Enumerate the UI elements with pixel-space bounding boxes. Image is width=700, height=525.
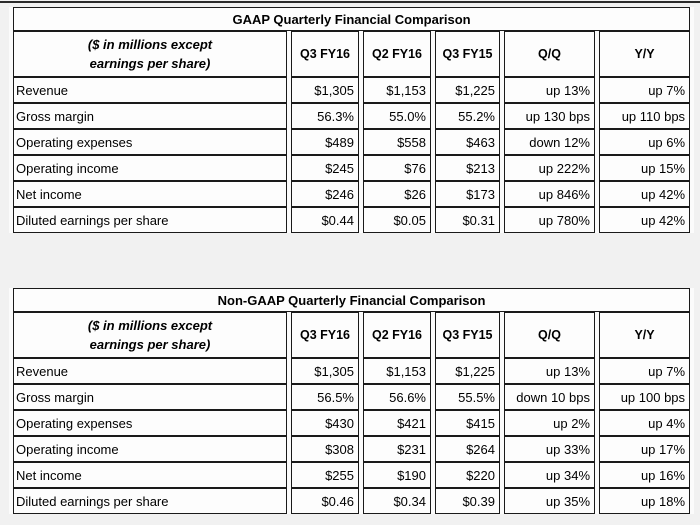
cell-yy: up 42%	[599, 207, 690, 233]
row-label: Diluted earnings per share	[13, 207, 287, 233]
cell-q2fy16: $26	[363, 181, 431, 207]
table-row	[13, 358, 690, 384]
column-header-qq: Q/Q	[504, 312, 595, 358]
units-note-line2: earnings per share)	[89, 337, 211, 352]
table-row	[13, 77, 690, 103]
row-label: Gross margin	[13, 103, 287, 129]
column-header-q2fy16: Q2 FY16	[363, 31, 431, 77]
cell-q3fy15: $264	[435, 436, 500, 462]
column-header-yy: Y/Y	[599, 312, 690, 358]
cell-yy: up 110 bps	[599, 103, 690, 129]
cell-q3fy16: $1,305	[291, 358, 359, 384]
cell-q3fy15: $173	[435, 181, 500, 207]
cell-qq: up 34%	[504, 462, 595, 488]
cell-q3fy15: $415	[435, 410, 500, 436]
cell-qq: up 222%	[504, 155, 595, 181]
row-label: Net income	[13, 181, 287, 207]
cell-q3fy16: $245	[291, 155, 359, 181]
table-row	[13, 462, 690, 488]
financial-tables-container	[9, 7, 694, 514]
column-header-q3fy16: Q3 FY16	[291, 31, 359, 77]
cell-q3fy15: $213	[435, 155, 500, 181]
cell-yy: up 18%	[599, 488, 690, 514]
cell-q2fy16: $421	[363, 410, 431, 436]
row-label: Diluted earnings per share	[13, 488, 287, 514]
row-label: Net income	[13, 462, 287, 488]
column-header-q3fy15: Q3 FY15	[435, 31, 500, 77]
row-label: Revenue	[13, 358, 287, 384]
top-divider-rule	[0, 1, 700, 3]
cell-q2fy16: $1,153	[363, 358, 431, 384]
row-label: Gross margin	[13, 384, 287, 410]
cell-qq: up 130 bps	[504, 103, 595, 129]
cell-qq: up 33%	[504, 436, 595, 462]
cell-q3fy15: $463	[435, 129, 500, 155]
cell-q3fy16: $0.44	[291, 207, 359, 233]
table-row	[13, 103, 690, 129]
cell-q3fy16: $0.46	[291, 488, 359, 514]
cell-q2fy16: $0.05	[363, 207, 431, 233]
cell-q3fy16: $308	[291, 436, 359, 462]
column-header-yy: Y/Y	[599, 31, 690, 77]
cell-q3fy16: $255	[291, 462, 359, 488]
table-title-row	[13, 7, 690, 31]
cell-q3fy15: $220	[435, 462, 500, 488]
cell-q2fy16: $1,153	[363, 77, 431, 103]
column-header-q2fy16: Q2 FY16	[363, 312, 431, 358]
cell-qq: up 13%	[504, 77, 595, 103]
cell-q2fy16: 55.0%	[363, 103, 431, 129]
cell-q3fy15: $0.31	[435, 207, 500, 233]
units-note-line1: ($ in millions except	[87, 37, 213, 52]
cell-yy: up 6%	[599, 129, 690, 155]
cell-qq: up 13%	[504, 358, 595, 384]
cell-q3fy16: $246	[291, 181, 359, 207]
column-header-q3fy15: Q3 FY15	[435, 312, 500, 358]
table-title: Non-GAAP Quarterly Financial Comparison	[13, 288, 690, 312]
cell-q2fy16: $190	[363, 462, 431, 488]
table-row	[13, 488, 690, 514]
cell-yy: up 42%	[599, 181, 690, 207]
cell-q2fy16: $558	[363, 129, 431, 155]
column-header-q3fy16: Q3 FY16	[291, 312, 359, 358]
cell-qq: up 780%	[504, 207, 595, 233]
non-gaap-quarterly-table	[9, 288, 694, 514]
table-title: GAAP Quarterly Financial Comparison	[13, 7, 690, 31]
cell-q3fy15: $1,225	[435, 358, 500, 384]
cell-q2fy16: 56.6%	[363, 384, 431, 410]
cell-yy: up 7%	[599, 77, 690, 103]
units-note-line2: earnings per share)	[89, 56, 211, 71]
cell-q3fy16: 56.3%	[291, 103, 359, 129]
cell-q3fy16: 56.5%	[291, 384, 359, 410]
cell-q3fy15: $1,225	[435, 77, 500, 103]
row-label: Operating expenses	[13, 410, 287, 436]
cell-yy: up 4%	[599, 410, 690, 436]
cell-yy: up 17%	[599, 436, 690, 462]
units-note	[13, 312, 287, 358]
cell-q3fy16: $1,305	[291, 77, 359, 103]
table-header-row	[13, 312, 690, 358]
cell-yy: up 16%	[599, 462, 690, 488]
table-header-row	[13, 31, 690, 77]
cell-qq: down 10 bps	[504, 384, 595, 410]
table-title-row	[13, 288, 690, 312]
row-label: Operating income	[13, 436, 287, 462]
table-row	[13, 436, 690, 462]
table-row	[13, 384, 690, 410]
row-label: Operating expenses	[13, 129, 287, 155]
cell-q3fy16: $430	[291, 410, 359, 436]
cell-q2fy16: $0.34	[363, 488, 431, 514]
cell-yy: up 100 bps	[599, 384, 690, 410]
table-row	[13, 181, 690, 207]
table-row	[13, 410, 690, 436]
cell-qq: down 12%	[504, 129, 595, 155]
table-row	[13, 129, 690, 155]
cell-qq: up 846%	[504, 181, 595, 207]
cell-q3fy15: $0.39	[435, 488, 500, 514]
units-note-line1: ($ in millions except	[87, 318, 213, 333]
row-label: Operating income	[13, 155, 287, 181]
cell-q3fy15: 55.2%	[435, 103, 500, 129]
cell-q3fy15: 55.5%	[435, 384, 500, 410]
units-note	[13, 31, 287, 77]
table-row	[13, 155, 690, 181]
cell-qq: up 35%	[504, 488, 595, 514]
cell-yy: up 7%	[599, 358, 690, 384]
row-label: Revenue	[13, 77, 287, 103]
cell-q2fy16: $76	[363, 155, 431, 181]
cell-yy: up 15%	[599, 155, 690, 181]
gaap-quarterly-table	[9, 7, 694, 233]
column-header-qq: Q/Q	[504, 31, 595, 77]
cell-q3fy16: $489	[291, 129, 359, 155]
cell-qq: up 2%	[504, 410, 595, 436]
table-row	[13, 207, 690, 233]
cell-q2fy16: $231	[363, 436, 431, 462]
